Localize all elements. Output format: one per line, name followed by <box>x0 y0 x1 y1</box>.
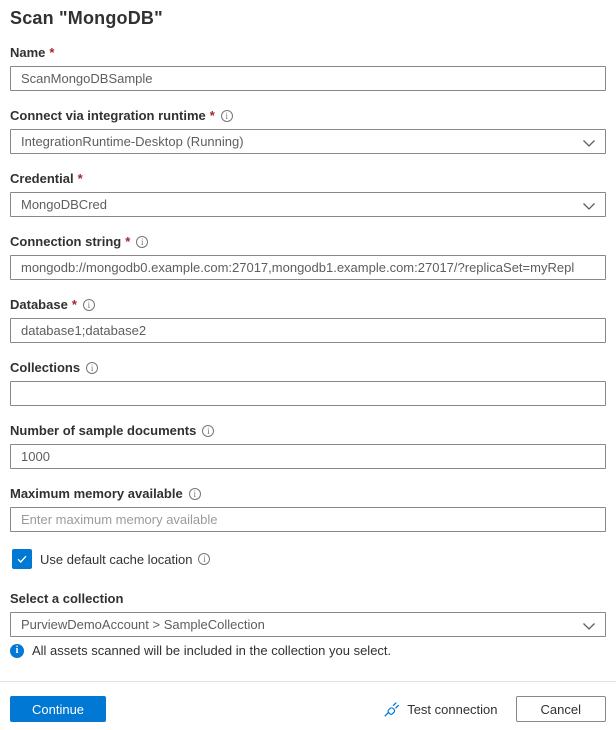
runtime-dropdown-value: IntegrationRuntime-Desktop (Running) <box>21 134 244 149</box>
field-name <box>10 45 606 91</box>
collection-info-note <box>10 643 606 658</box>
connection-string-label: Connection string <box>10 234 122 249</box>
field-database <box>10 297 606 343</box>
cache-location-row <box>12 549 606 569</box>
page-title: Scan "MongoDB" <box>10 8 163 28</box>
database-label: Database <box>10 297 68 312</box>
collection-info-text: All assets scanned will be included in the collection you select. <box>32 643 392 658</box>
info-icon[interactable]: i <box>136 236 148 248</box>
collections-label: Collections <box>10 360 81 375</box>
field-credential <box>10 171 606 217</box>
max-memory-label: Maximum memory available <box>10 486 183 501</box>
field-select-collection <box>10 591 606 658</box>
required-asterisk: * <box>77 171 83 186</box>
select-collection-label: Select a collection <box>10 591 124 606</box>
required-asterisk: * <box>209 108 215 123</box>
required-asterisk: * <box>125 234 131 249</box>
field-max-memory <box>10 486 606 532</box>
info-icon[interactable]: i <box>86 362 98 374</box>
test-connection-label: Test connection <box>407 701 498 717</box>
required-asterisk: * <box>71 297 77 312</box>
chevron-down-icon <box>582 199 596 216</box>
plug-connection-icon <box>383 701 400 718</box>
use-default-cache-checkbox[interactable] <box>12 549 32 569</box>
info-icon[interactable]: i <box>83 299 95 311</box>
database-input[interactable] <box>10 318 606 343</box>
runtime-dropdown[interactable] <box>10 129 606 154</box>
field-sample-documents <box>10 423 606 469</box>
collections-input[interactable] <box>10 381 606 406</box>
info-icon[interactable]: i <box>198 553 210 565</box>
name-label: Name <box>10 45 46 60</box>
sample-documents-input[interactable] <box>10 444 606 469</box>
credential-dropdown-value: MongoDBCred <box>21 197 107 212</box>
credential-label: Credential <box>10 171 74 186</box>
chevron-down-icon <box>582 619 596 636</box>
field-connection-string <box>10 234 606 280</box>
collection-dropdown-value: PurviewDemoAccount > SampleCollection <box>21 617 265 632</box>
cancel-button[interactable]: Cancel <box>516 696 606 722</box>
use-default-cache-label: Use default cache location <box>40 551 193 567</box>
name-input[interactable] <box>10 66 606 91</box>
footer-bar <box>0 681 616 722</box>
info-icon[interactable]: i <box>202 425 214 437</box>
field-integration-runtime <box>10 108 606 154</box>
chevron-down-icon <box>582 136 596 153</box>
credential-dropdown[interactable] <box>10 192 606 217</box>
continue-button[interactable]: Continue <box>10 696 106 722</box>
checkmark-icon <box>16 553 28 565</box>
test-connection-button[interactable] <box>383 701 497 718</box>
runtime-label: Connect via integration runtime <box>10 108 206 123</box>
sample-documents-label: Number of sample documents <box>10 423 197 438</box>
info-filled-icon: i <box>10 644 24 658</box>
required-asterisk: * <box>49 45 55 60</box>
info-icon[interactable]: i <box>221 110 233 122</box>
collection-dropdown[interactable] <box>10 612 606 637</box>
max-memory-input[interactable] <box>10 507 606 532</box>
connection-string-input[interactable] <box>10 255 606 280</box>
field-collections <box>10 360 606 406</box>
info-icon[interactable]: i <box>189 488 201 500</box>
